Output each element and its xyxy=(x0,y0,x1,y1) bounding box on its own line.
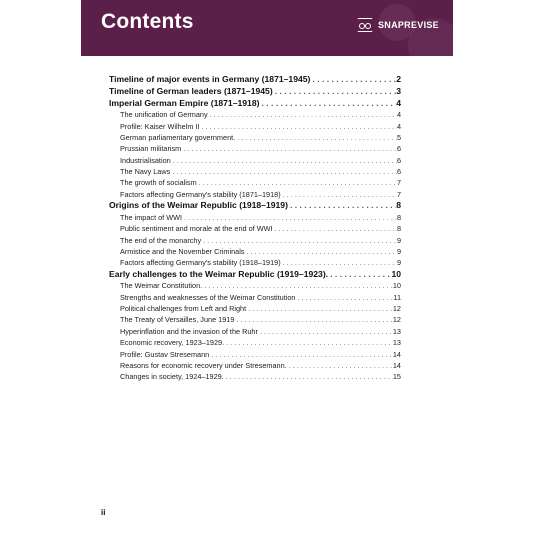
toc-leader-dots xyxy=(234,314,392,325)
toc-entry-label: The Treaty of Versailles, June 1919 xyxy=(120,315,235,325)
toc-leader-dots xyxy=(182,212,397,223)
toc-entry-label: Strengths and weaknesses of the Weimar Constitution xyxy=(120,292,296,302)
toc-entry-label: Factors affecting Germany's stability (1871–1918) xyxy=(120,189,281,199)
toc-section-entry[interactable] xyxy=(109,303,401,314)
toc-leader-dots xyxy=(199,121,396,132)
toc-chapter-entry[interactable] xyxy=(109,98,401,110)
toc-chapter-entry[interactable] xyxy=(109,200,401,212)
toc-entry-page: 4 xyxy=(396,110,401,120)
toc-entry-label: The growth of socialism xyxy=(120,178,197,188)
toc-entry-label: Changes in society, 1924–1929. xyxy=(120,372,224,382)
toc-entry-page: 14 xyxy=(392,349,401,359)
toc-leader-dots xyxy=(258,326,393,337)
toc-entry-label: Factors affecting Germany's stability (1918–1919) xyxy=(120,258,281,268)
toc-leader-dots xyxy=(202,280,393,291)
toc-entry-page: 10 xyxy=(392,281,401,291)
toc-entry-page: 4 xyxy=(396,97,401,108)
toc-section-entry[interactable] xyxy=(109,189,401,200)
toc-entry-page: 7 xyxy=(396,178,401,188)
toc-entry-label: Political challenges from Left and Right xyxy=(120,304,247,314)
toc-entry-label: Hyperinflation and the invasion of the Ruhr xyxy=(120,326,258,336)
toc-section-entry[interactable] xyxy=(109,371,401,382)
toc-entry-page: 10 xyxy=(391,268,401,279)
toc-entry-label: Reasons for economic recovery under Stresemann. xyxy=(120,360,287,370)
toc-entry-label: Profile: Kaiser Wilhelm II xyxy=(120,121,200,131)
toc-entry-page: 13 xyxy=(392,326,401,336)
toc-entry-label: Early challenges to the Weimar Republic (1919–1923). xyxy=(109,268,329,279)
toc-leader-dots xyxy=(273,223,397,234)
toc-entry-label: German parliamentary government. xyxy=(120,133,236,143)
toc-leader-dots xyxy=(170,166,397,177)
brand-logo xyxy=(357,18,439,32)
toc-leader-dots xyxy=(181,143,397,154)
toc-entry-label: The Weimar Constitution. xyxy=(120,281,203,291)
toc-entry-page: 12 xyxy=(392,304,401,314)
toc-leader-dots xyxy=(288,200,396,212)
toc-entry-label: Timeline of German leaders (1871–1945) xyxy=(109,85,273,96)
toc-leader-dots xyxy=(197,177,397,188)
toc-section-entry[interactable] xyxy=(109,132,401,143)
toc-entry-label: The end of the monarchy xyxy=(120,235,202,245)
toc-section-entry[interactable] xyxy=(109,166,401,177)
toc-entry-label: Origins of the Weimar Republic (1918–1919) xyxy=(109,200,288,211)
toc-entry-label: The impact of WWI xyxy=(120,212,183,222)
toc-leader-dots xyxy=(246,303,393,314)
toc-section-entry[interactable] xyxy=(109,314,401,325)
toc-section-entry[interactable] xyxy=(109,177,401,188)
toc-section-entry[interactable] xyxy=(109,349,401,360)
brand-name: SNAPREVISE xyxy=(377,20,439,30)
binoculars-icon xyxy=(357,18,373,32)
toc-leader-dots xyxy=(310,74,396,86)
toc-chapter-entry[interactable] xyxy=(109,86,401,98)
toc-entry-label: Public sentiment and morale at the end of WWI xyxy=(120,224,273,234)
toc-entry-page: 3 xyxy=(396,85,401,96)
toc-chapter-entry[interactable] xyxy=(109,74,401,86)
toc-section-entry[interactable] xyxy=(109,326,401,337)
header-banner xyxy=(81,0,453,56)
toc-entry-page: 2 xyxy=(396,74,401,84)
toc-section-entry[interactable] xyxy=(109,143,401,154)
toc-leader-dots xyxy=(281,189,397,200)
toc-entry-page: 9 xyxy=(396,246,401,256)
toc-entry-page: 8 xyxy=(396,212,401,222)
page-number: ii xyxy=(101,508,106,517)
toc-entry-page: 14 xyxy=(392,360,401,370)
toc-entry-page: 13 xyxy=(392,338,401,348)
page-title: Contents xyxy=(101,10,194,33)
toc-leader-dots xyxy=(287,360,393,371)
toc-chapter-entry[interactable] xyxy=(109,269,401,281)
toc-leader-dots xyxy=(235,132,397,143)
toc-entry-page: 9 xyxy=(396,235,401,245)
toc-section-entry[interactable] xyxy=(109,155,401,166)
toc-leader-dots xyxy=(259,98,396,110)
toc-section-entry[interactable] xyxy=(109,212,401,223)
toc-section-entry[interactable] xyxy=(109,360,401,371)
toc-leader-dots xyxy=(328,269,391,281)
toc-entry-label: Imperial German Empire (1871–1918) xyxy=(109,97,260,108)
toc-entry-page: 9 xyxy=(396,258,401,268)
toc-section-entry[interactable] xyxy=(109,109,401,120)
toc-leader-dots xyxy=(224,337,393,348)
toc-entry-page: 11 xyxy=(393,292,401,302)
toc-leader-dots xyxy=(281,257,397,268)
toc-section-entry[interactable] xyxy=(109,246,401,257)
toc-entry-label: Industrialisation xyxy=(120,155,171,165)
toc-entry-page: 12 xyxy=(392,315,401,325)
toc-section-entry[interactable] xyxy=(109,337,401,348)
toc-entry-page: 6 xyxy=(396,155,401,165)
toc-leader-dots xyxy=(201,235,397,246)
toc-leader-dots xyxy=(296,292,394,303)
toc-entry-label: Prussian militarism xyxy=(120,144,182,154)
toc-section-entry[interactable] xyxy=(109,223,401,234)
toc-entry-page: 6 xyxy=(396,144,401,154)
toc-leader-dots xyxy=(245,246,397,257)
toc-entry-label: Timeline of major events in Germany (1871–1945) xyxy=(109,74,311,84)
toc-section-entry[interactable] xyxy=(109,292,401,303)
toc-section-entry[interactable] xyxy=(109,257,401,268)
toc-entry-page: 4 xyxy=(396,121,401,131)
toc-entry-label: Economic recovery, 1923–1929. xyxy=(120,338,225,348)
table-of-contents xyxy=(109,74,401,383)
toc-section-entry[interactable] xyxy=(109,235,401,246)
toc-entry-page: 7 xyxy=(396,189,401,199)
toc-entry-page: 5 xyxy=(396,133,401,143)
toc-entry-page: 15 xyxy=(392,372,401,382)
toc-leader-dots xyxy=(171,155,397,166)
toc-leader-dots xyxy=(209,349,393,360)
toc-entry-label: The Navy Laws xyxy=(120,167,171,177)
toc-entry-label: Profile: Gustav Stresemann xyxy=(120,349,210,359)
toc-entry-page: 6 xyxy=(396,167,401,177)
toc-section-entry[interactable] xyxy=(109,121,401,132)
book-page xyxy=(81,0,453,533)
toc-leader-dots xyxy=(224,371,393,382)
toc-entry-label: Armistice and the November Criminals xyxy=(120,246,245,256)
toc-leader-dots xyxy=(208,109,397,120)
toc-entry-label: The unification of Germany xyxy=(120,110,208,120)
toc-entry-page: 8 xyxy=(396,200,401,211)
toc-section-entry[interactable] xyxy=(109,280,401,291)
toc-leader-dots xyxy=(273,86,397,98)
toc-entry-page: 8 xyxy=(396,224,401,234)
